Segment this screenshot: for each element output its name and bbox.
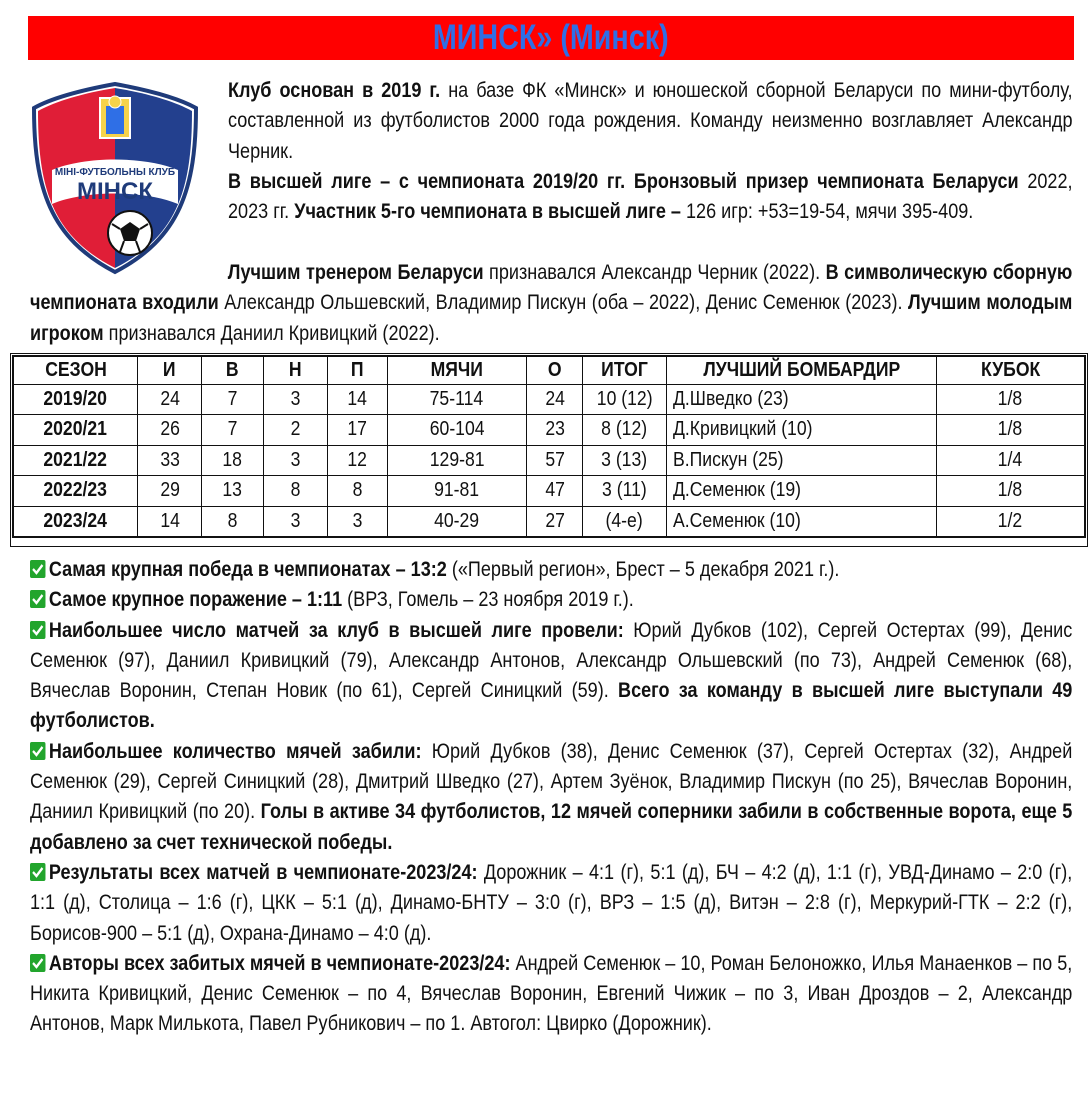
fact-item: Авторы всех забитых мячей в чемпионате-2023/24: Андрей Семенюк – 10, Роман Белоножко, Илья Манаенков – по 5, Никита Кривицкий, Денис Семенюк – по 4, Вячеслав Воронин, Евгений Чижик – по 3, Иван Дроздов – 2, Александр Антонов, Марк Милькота, Павел Рубникович – по 1. Автогол: Цвирко (Дорожник). xyxy=(30,951,1073,1036)
table-cell: Д.Шведко (23) xyxy=(666,384,936,415)
table-cell: 2021/22 xyxy=(13,445,138,476)
table-row xyxy=(13,415,1085,446)
checkmark-icon xyxy=(30,742,45,760)
table-cell: 2023/24 xyxy=(13,506,138,537)
season-stats-table xyxy=(12,355,1086,538)
table-cell: 129-81 xyxy=(387,445,527,476)
table-cell: 7 xyxy=(202,384,264,415)
table-header-row xyxy=(13,356,1085,384)
table-cell: 3 (13) xyxy=(583,445,667,476)
table-cell: 3 xyxy=(263,445,327,476)
table-cell: 8 xyxy=(327,476,387,507)
table-cell: 8 xyxy=(202,506,264,537)
table-cell: 57 xyxy=(527,445,583,476)
table-cell: 8 xyxy=(263,476,327,507)
table-cell: 8 (12) xyxy=(583,415,667,446)
checkmark-icon xyxy=(30,560,45,578)
table-cell: 7 xyxy=(202,415,264,446)
table-cell: (4-е) xyxy=(583,506,667,537)
table-cell: 40-29 xyxy=(387,506,527,537)
table-cell: А.Семенюк (10) xyxy=(666,506,936,537)
page-title: МИНСК» (Минск) xyxy=(433,18,669,57)
table-row xyxy=(13,445,1085,476)
table-cell: 18 xyxy=(202,445,264,476)
facts-list xyxy=(30,555,1092,1040)
table-cell: 33 xyxy=(138,445,202,476)
column-header: КУБОК xyxy=(936,356,1085,384)
table-cell: 91-81 xyxy=(387,476,527,507)
table-cell: В.Пискун (25) xyxy=(666,445,936,476)
column-header: И xyxy=(138,356,202,384)
table-cell: Д.Семенюк (19) xyxy=(666,476,936,507)
checkmark-icon xyxy=(30,621,45,639)
table-cell: 60-104 xyxy=(387,415,527,446)
column-header: Н xyxy=(263,356,327,384)
table-cell: 1/8 xyxy=(936,476,1085,507)
title-banner xyxy=(28,16,1074,60)
awards-block xyxy=(30,258,1092,349)
table-cell: 3 xyxy=(263,384,327,415)
table-cell: 2 xyxy=(263,415,327,446)
table-cell: Д.Кривицкий (10) xyxy=(666,415,936,446)
table-cell: 1/2 xyxy=(936,506,1085,537)
table-cell: 10 (12) xyxy=(583,384,667,415)
table-cell: 24 xyxy=(527,384,583,415)
table-cell: 1/4 xyxy=(936,445,1085,476)
intro-paragraph-1: Клуб основан в 2019 г. на базе ФК «Минск» и юношеской сборной Беларуси по мини-футболу, составленной из футболистов 2000 года рождения. Команду неизменно возглавляет Александр Черник. xyxy=(228,79,1073,163)
column-header: СЕЗОН xyxy=(13,356,138,384)
column-header: В xyxy=(202,356,264,384)
fact-item: Результаты всех матчей в чемпионате-2023/24: Дорожник – 4:1 (г), 5:1 (д), БЧ – 4:2 (д), 1:1 (г), УВД-Динамо – 2:0 (г), 1:1 (д), Столица – 1:6 (г), ЦКК – 5:1 (д), Динамо-БНТУ – 3:0 (г), ВРЗ – 1:5 (д), Витэн – 2:8 (г), Меркурий-ГТК – 2:2 (г), Борисов-900 – 5:1 (д), Охрана-Динамо – 4:0 (д). xyxy=(30,860,1073,945)
table-cell: 1/8 xyxy=(936,415,1085,446)
fact-item: Наибольшее количество мячей забили: Юрий Дубков (38), Денис Семенюк (37), Сергей Остертах (32), Андрей Семенюк (29), Сергей Синицкий (28), Дмитрий Шведко (27), Артем Зуёнок, Владимир Пискун (по 25), Вячеслав Воронин, Даниил Кривицкий (по 20). Голы в активе 34 футболистов, 12 мячей соперники забили в собственные ворота, еще 5 добавлено за счет технической победы. xyxy=(30,739,1073,854)
intro-block xyxy=(228,76,1092,227)
fact-item: Самое крупное поражение – 1:11 (ВРЗ, Гомель – 23 ноября 2019 г.). xyxy=(30,585,1072,615)
logo-caption: МІНІ-ФУТБОЛЬНЫ КЛУБ xyxy=(54,167,176,178)
column-header: ИТОГ xyxy=(583,356,667,384)
club-logo xyxy=(30,78,200,276)
table-cell: 23 xyxy=(527,415,583,446)
table-row xyxy=(13,506,1085,537)
column-header: МЯЧИ xyxy=(387,356,527,384)
table-row xyxy=(13,384,1085,415)
table-cell: 26 xyxy=(138,415,202,446)
fact-item: Наибольшее число матчей за клуб в высшей лиге провели: Юрий Дубков (102), Сергей Остертах (99), Денис Семенюк (97), Даниил Кривицкий (79), Александр Антонов, Александр Ольшевский (по 73), Андрей Семенюк (68), Вячеслав Воронин, Степан Новик (по 61), Сергей Синицкий (59). Всего за команду в высшей лиге выступали 49 футболистов. xyxy=(30,618,1073,733)
table-cell: 2019/20 xyxy=(13,384,138,415)
table-cell: 29 xyxy=(138,476,202,507)
table-cell: 14 xyxy=(138,506,202,537)
checkmark-icon xyxy=(30,863,45,881)
checkmark-icon xyxy=(30,954,45,972)
table-cell: 14 xyxy=(327,384,387,415)
checkmark-icon xyxy=(30,590,45,608)
table-cell: 24 xyxy=(138,384,202,415)
fact-item: Самая крупная победа в чемпионатах – 13:2 («Первый регион», Брест – 5 декабря 2021 г.). xyxy=(30,555,1072,585)
table-cell: 27 xyxy=(527,506,583,537)
logo-name: МІНСК xyxy=(77,178,153,205)
table-cell: 3 xyxy=(327,506,387,537)
table-cell: 47 xyxy=(527,476,583,507)
intro-paragraph-2: В высшей лиге – с чемпионата 2019/20 гг. Бронзовый призер чемпионата Беларуси 2022, 2023 гг. Участник 5-го чемпионата в высшей лиге – 126 игр: +53=19-54, мячи 395-409. xyxy=(228,169,1073,224)
table-cell: 1/8 xyxy=(936,384,1085,415)
column-header: П xyxy=(327,356,387,384)
table-cell: 12 xyxy=(327,445,387,476)
table-cell: 17 xyxy=(327,415,387,446)
table-cell: 2022/23 xyxy=(13,476,138,507)
table-body xyxy=(13,384,1085,537)
awards-paragraph: Лучшим тренером Беларуси признавался Александр Черник (2022). В символическую сборную чемпионата входили Александр Ольшевский, Владимир Пискун (оба – 2022), Денис Семенюк (2023). Лучшим молодым игроком признавался Даниил Кривицкий (2022). xyxy=(30,261,1073,345)
table-cell: 3 xyxy=(263,506,327,537)
table-cell: 75-114 xyxy=(387,384,527,415)
table-cell: 13 xyxy=(202,476,264,507)
table-cell: 2020/21 xyxy=(13,415,138,446)
column-header: О xyxy=(527,356,583,384)
column-header: ЛУЧШИЙ БОМБАРДИР xyxy=(666,356,936,384)
table-cell: 3 (11) xyxy=(583,476,667,507)
table-row xyxy=(13,476,1085,507)
